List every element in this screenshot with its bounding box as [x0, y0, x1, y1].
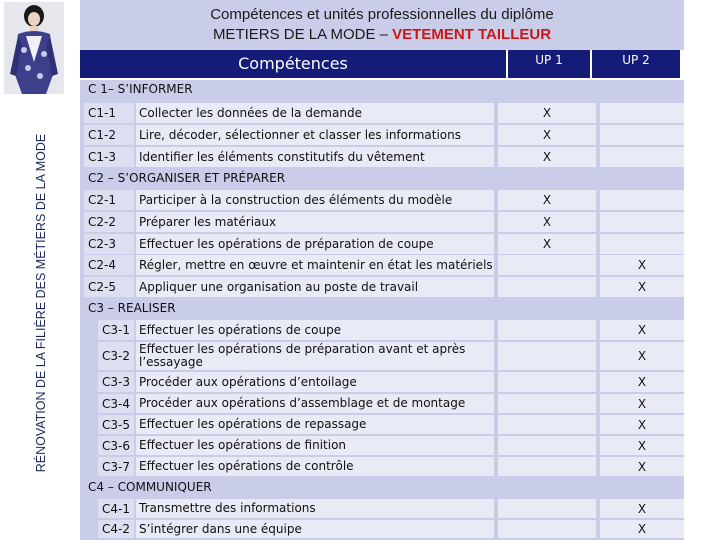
row-up2: X — [600, 436, 684, 455]
title-line-2-prefix: METIERS DE LA MODE – — [212, 26, 393, 43]
row-up1 — [498, 499, 596, 518]
section-title: C 1– S’INFORMER — [88, 82, 193, 96]
table-row — [80, 499, 684, 520]
row-label: Participer à la construction des éléments du modèle — [136, 190, 494, 210]
row-label: Régler, mettre en œuvre et maintenir en état les matériels — [136, 255, 494, 275]
table-row — [80, 103, 684, 125]
row-up1 — [498, 457, 596, 476]
row-up2 — [600, 190, 684, 210]
row-up1 — [498, 372, 596, 392]
row-label: Effectuer les opérations de préparation de coupe — [136, 234, 494, 254]
row-up2 — [600, 234, 684, 254]
fashion-photo — [4, 2, 64, 94]
row-code: C3-4 — [98, 394, 134, 413]
section-title: C4 – COMMUNIQUER — [88, 480, 212, 494]
row-up1: X — [498, 190, 596, 210]
row-up1 — [498, 415, 596, 434]
row-up2: X — [600, 520, 684, 538]
row-label: Effectuer les opérations de repassage — [136, 415, 494, 434]
row-label: Effectuer les opérations de coupe — [136, 320, 494, 340]
table-row — [80, 436, 684, 457]
table-row — [80, 415, 684, 436]
row-up1 — [498, 520, 596, 538]
table-row — [80, 320, 684, 342]
row-up2 — [600, 147, 684, 167]
row-up2: X — [600, 255, 684, 275]
row-code: C3-5 — [98, 415, 134, 434]
row-code: C3-2 — [98, 342, 134, 370]
row-label: Procéder aux opérations d’assemblage et de montage — [136, 394, 494, 413]
row-label: Appliquer une organisation au poste de travail — [136, 277, 494, 297]
row-up2: X — [600, 457, 684, 476]
row-code: C2-3 — [84, 234, 134, 254]
row-label: Lire, décoder, sélectionner et classer les informations — [136, 125, 494, 145]
row-label: Transmettre des informations — [136, 499, 494, 518]
row-code: C2-1 — [84, 190, 134, 210]
row-label: Procéder aux opérations d’entoilage — [136, 372, 494, 392]
row-up1: X — [498, 147, 596, 167]
section-row — [80, 169, 684, 190]
row-label: Effectuer les opérations de contrôle — [136, 457, 494, 476]
row-up1 — [498, 255, 596, 275]
section-row — [80, 478, 684, 499]
row-up2: X — [600, 277, 684, 297]
row-code: C3-7 — [98, 457, 134, 476]
up1-header: UP 1 — [508, 50, 590, 78]
row-code: C3-6 — [98, 436, 134, 455]
section-title: C3 – REALISER — [88, 301, 176, 315]
competences-header: Compétences — [80, 50, 506, 78]
row-label: Préparer les matériaux — [136, 212, 494, 232]
table-row — [80, 520, 684, 540]
row-up2: X — [600, 342, 684, 370]
row-code: C1-2 — [84, 125, 134, 145]
section-row — [80, 299, 684, 320]
title-line-1: Compétences et unités professionnelles du diplôme — [210, 6, 554, 23]
table-row — [80, 125, 684, 147]
table-row — [80, 457, 684, 478]
row-code: C1-1 — [84, 103, 134, 123]
row-up1 — [498, 320, 596, 340]
row-label: Collecter les données de la demande — [136, 103, 494, 123]
row-up2: X — [600, 372, 684, 392]
table-row — [80, 255, 684, 277]
row-label: Identifier les éléments constitutifs du vêtement — [136, 147, 494, 167]
row-code: C4-1 — [98, 499, 134, 518]
row-code: C3-3 — [98, 372, 134, 392]
up2-header: UP 2 — [592, 50, 680, 78]
row-up1 — [498, 342, 596, 370]
row-up2: X — [600, 499, 684, 518]
row-code: C4-2 — [98, 520, 134, 538]
title-accent: VETEMENT TAILLEUR — [392, 26, 552, 43]
table-row — [80, 394, 684, 415]
title-line-2 — [80, 25, 684, 45]
row-up1 — [498, 394, 596, 413]
side-label-text: RÉNOVATION DE LA FILIÈRE DES MÉTIERS DE LA MODE — [34, 133, 48, 472]
row-code: C1-3 — [84, 147, 134, 167]
row-code: C2-2 — [84, 212, 134, 232]
row-label: S’intégrer dans une équipe — [136, 520, 494, 538]
row-label: Effectuer les opérations de préparation avant et après l’essayage — [136, 342, 494, 370]
row-up2 — [600, 212, 684, 232]
row-up1: X — [498, 103, 596, 123]
row-up2: X — [600, 320, 684, 340]
row-up2: X — [600, 394, 684, 413]
table-row — [80, 277, 684, 299]
row-up2 — [600, 103, 684, 123]
fashion-figure-illustration — [4, 2, 64, 94]
row-code: C2-4 — [84, 255, 134, 275]
row-up2: X — [600, 415, 684, 434]
row-up2 — [600, 125, 684, 145]
page-title — [80, 5, 684, 45]
row-up1 — [498, 277, 596, 297]
table-row — [80, 212, 684, 234]
row-up1: X — [498, 212, 596, 232]
row-code: C3-1 — [98, 320, 134, 340]
row-code: C2-5 — [84, 277, 134, 297]
section-title: C2 – S’ORGANISER ET PRÉPARER — [88, 171, 286, 185]
row-up1: X — [498, 234, 596, 254]
table-row — [80, 234, 684, 256]
section-row — [80, 80, 684, 101]
table-row — [80, 190, 684, 212]
row-label: Effectuer les opérations de finition — [136, 436, 494, 455]
table-row — [80, 372, 684, 394]
side-label — [34, 100, 48, 505]
table-row — [80, 342, 684, 372]
row-up1 — [498, 436, 596, 455]
row-up1: X — [498, 125, 596, 145]
table-row — [80, 147, 684, 169]
